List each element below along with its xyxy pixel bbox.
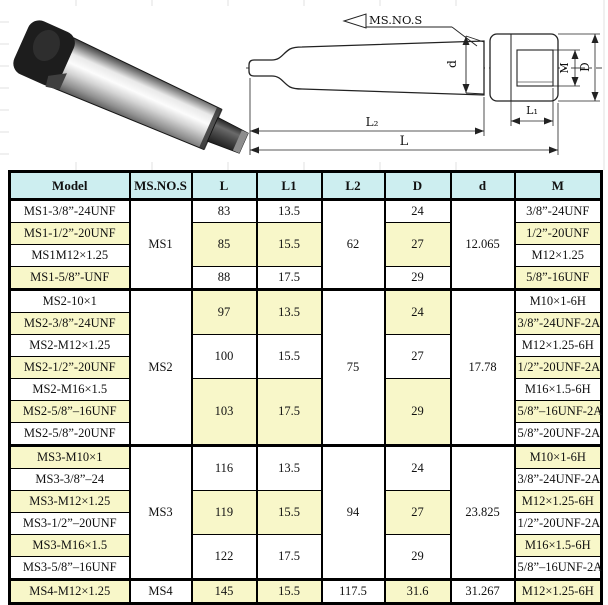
cell-D: 29 bbox=[385, 267, 451, 290]
col-header-L1: L1 bbox=[257, 172, 322, 200]
col-header-M: M bbox=[515, 172, 602, 200]
cell-M: M12×1.25-6H bbox=[515, 335, 602, 357]
cell-model: MS1-5/8”-UNF bbox=[10, 267, 130, 290]
cell-model: MS2-5/8”–16UNF bbox=[10, 401, 130, 423]
cell-M: M12×1.25 bbox=[515, 245, 602, 267]
cell-msnos: MS1 bbox=[130, 200, 192, 290]
arbor-product-photo bbox=[9, 17, 256, 170]
cell-L1: 13.5 bbox=[257, 446, 322, 491]
cell-L2: 117.5 bbox=[322, 580, 385, 604]
col-header-d: d bbox=[451, 172, 515, 200]
dim-label-D: D bbox=[578, 62, 592, 72]
cell-D: 27 bbox=[385, 335, 451, 379]
cell-L: 116 bbox=[192, 446, 257, 491]
cell-L1: 15.5 bbox=[257, 335, 322, 379]
cell-L1: 17.5 bbox=[257, 535, 322, 580]
cell-msnos: MS3 bbox=[130, 446, 192, 580]
cell-D: 24 bbox=[385, 446, 451, 491]
technical-drawing-banner bbox=[0, 0, 608, 170]
cell-L1: 17.5 bbox=[257, 379, 322, 446]
cell-model: MS2-M12×1.25 bbox=[10, 335, 130, 357]
cell-d: 17.78 bbox=[451, 290, 515, 446]
cell-L2: 62 bbox=[322, 200, 385, 290]
col-header-msnos: MS.NO.S bbox=[130, 172, 192, 200]
arbor-drawing-svg bbox=[0, 0, 608, 170]
cell-D: 31.6 bbox=[385, 580, 451, 604]
cell-D: 29 bbox=[385, 535, 451, 580]
cell-D: 27 bbox=[385, 491, 451, 535]
cell-D: 27 bbox=[385, 223, 451, 267]
cell-M: 3/8”-24UNF bbox=[515, 200, 602, 223]
cell-L: 119 bbox=[192, 491, 257, 535]
cell-M: 5/8”-20UNF-2A bbox=[515, 423, 602, 446]
cell-D: 29 bbox=[385, 379, 451, 446]
callout-label: MS.NO.S bbox=[369, 13, 423, 27]
cell-L: 85 bbox=[192, 223, 257, 267]
dim-label-L2: L₂ bbox=[365, 115, 379, 129]
cell-L: 83 bbox=[192, 200, 257, 223]
cell-d: 23.825 bbox=[451, 446, 515, 580]
cell-M: M12×1.25-6H bbox=[515, 491, 602, 513]
cell-L2: 75 bbox=[322, 290, 385, 446]
table-row bbox=[10, 446, 602, 469]
table-row bbox=[10, 290, 602, 313]
col-header-D: D bbox=[385, 172, 451, 200]
table-row bbox=[10, 200, 602, 223]
cell-model: MS2-M16×1.5 bbox=[10, 379, 130, 401]
cell-model: MS1M12×1.25 bbox=[10, 245, 130, 267]
dim-label-L: L bbox=[399, 134, 409, 149]
cell-model: MS3-3/8”–24 bbox=[10, 469, 130, 491]
col-header-L: L bbox=[192, 172, 257, 200]
nose-section bbox=[490, 34, 558, 101]
cell-msnos: MS4 bbox=[130, 580, 192, 604]
cell-L1: 15.5 bbox=[257, 580, 322, 604]
cell-model: MS3-M10×1 bbox=[10, 446, 130, 469]
cell-L1: 13.5 bbox=[257, 290, 322, 335]
cell-L2: 94 bbox=[322, 446, 385, 580]
cell-L: 122 bbox=[192, 535, 257, 580]
cell-model: MS1-1/2”-20UNF bbox=[10, 223, 130, 245]
cell-model: MS1-3/8”-24UNF bbox=[10, 200, 130, 223]
cell-M: 1/2”-20UNF-2A bbox=[515, 357, 602, 379]
cell-D: 24 bbox=[385, 290, 451, 335]
cell-L1: 15.5 bbox=[257, 491, 322, 535]
cell-D: 24 bbox=[385, 200, 451, 223]
cell-d: 31.267 bbox=[451, 580, 515, 604]
cell-L: 88 bbox=[192, 267, 257, 290]
cell-L: 103 bbox=[192, 379, 257, 446]
cell-L: 145 bbox=[192, 580, 257, 604]
cell-M: 1/2”-20UNF bbox=[515, 223, 602, 245]
cell-M: 1/2”-20UNF-2A bbox=[515, 513, 602, 535]
cell-model: MS2-1/2”-20UNF bbox=[10, 357, 130, 379]
dim-label-L1: L₁ bbox=[526, 104, 538, 117]
cell-M: 5/8”–16UNF-2A bbox=[515, 401, 602, 423]
dim-label-d: d bbox=[444, 59, 459, 69]
cell-M: M16×1.5-6H bbox=[515, 379, 602, 401]
cell-model: MS3-M12×1.25 bbox=[10, 491, 130, 513]
cell-model: MS4-M12×1.25 bbox=[10, 580, 130, 604]
cell-L: 97 bbox=[192, 290, 257, 335]
cell-model: MS2-3/8”-24UNF bbox=[10, 313, 130, 335]
header-row bbox=[10, 172, 602, 200]
col-header-model: Model bbox=[10, 172, 130, 200]
cell-M: M16×1.5-6H bbox=[515, 535, 602, 557]
cell-M: 3/8”-24UNF-2A bbox=[515, 313, 602, 335]
cell-d: 12.065 bbox=[451, 200, 515, 290]
cell-model: MS3-1/2”–20UNF bbox=[10, 513, 130, 535]
cell-model: MS3-5/8”–16UNF bbox=[10, 557, 130, 580]
cell-model: MS2-5/8”-20UNF bbox=[10, 423, 130, 446]
cell-M: M10×1-6H bbox=[515, 446, 602, 469]
cell-M: 3/8”-24UNF-2A bbox=[515, 469, 602, 491]
cell-L1: 17.5 bbox=[257, 267, 322, 290]
col-header-L2: L2 bbox=[322, 172, 385, 200]
cell-model: MS3-M16×1.5 bbox=[10, 535, 130, 557]
cell-model: MS2-10×1 bbox=[10, 290, 130, 313]
cell-msnos: MS2 bbox=[130, 290, 192, 446]
cell-M: 5/8”–16UNF-2A bbox=[515, 557, 602, 580]
dim-label-M: M bbox=[558, 62, 571, 74]
cell-M: 5/8”-16UNF bbox=[515, 267, 602, 290]
cell-M: M10×1-6H bbox=[515, 290, 602, 313]
cell-L: 100 bbox=[192, 335, 257, 379]
cell-M: M12×1.25-6H bbox=[515, 580, 602, 604]
cell-L1: 15.5 bbox=[257, 223, 322, 267]
cell-L1: 13.5 bbox=[257, 200, 322, 223]
spec-table bbox=[8, 170, 603, 605]
